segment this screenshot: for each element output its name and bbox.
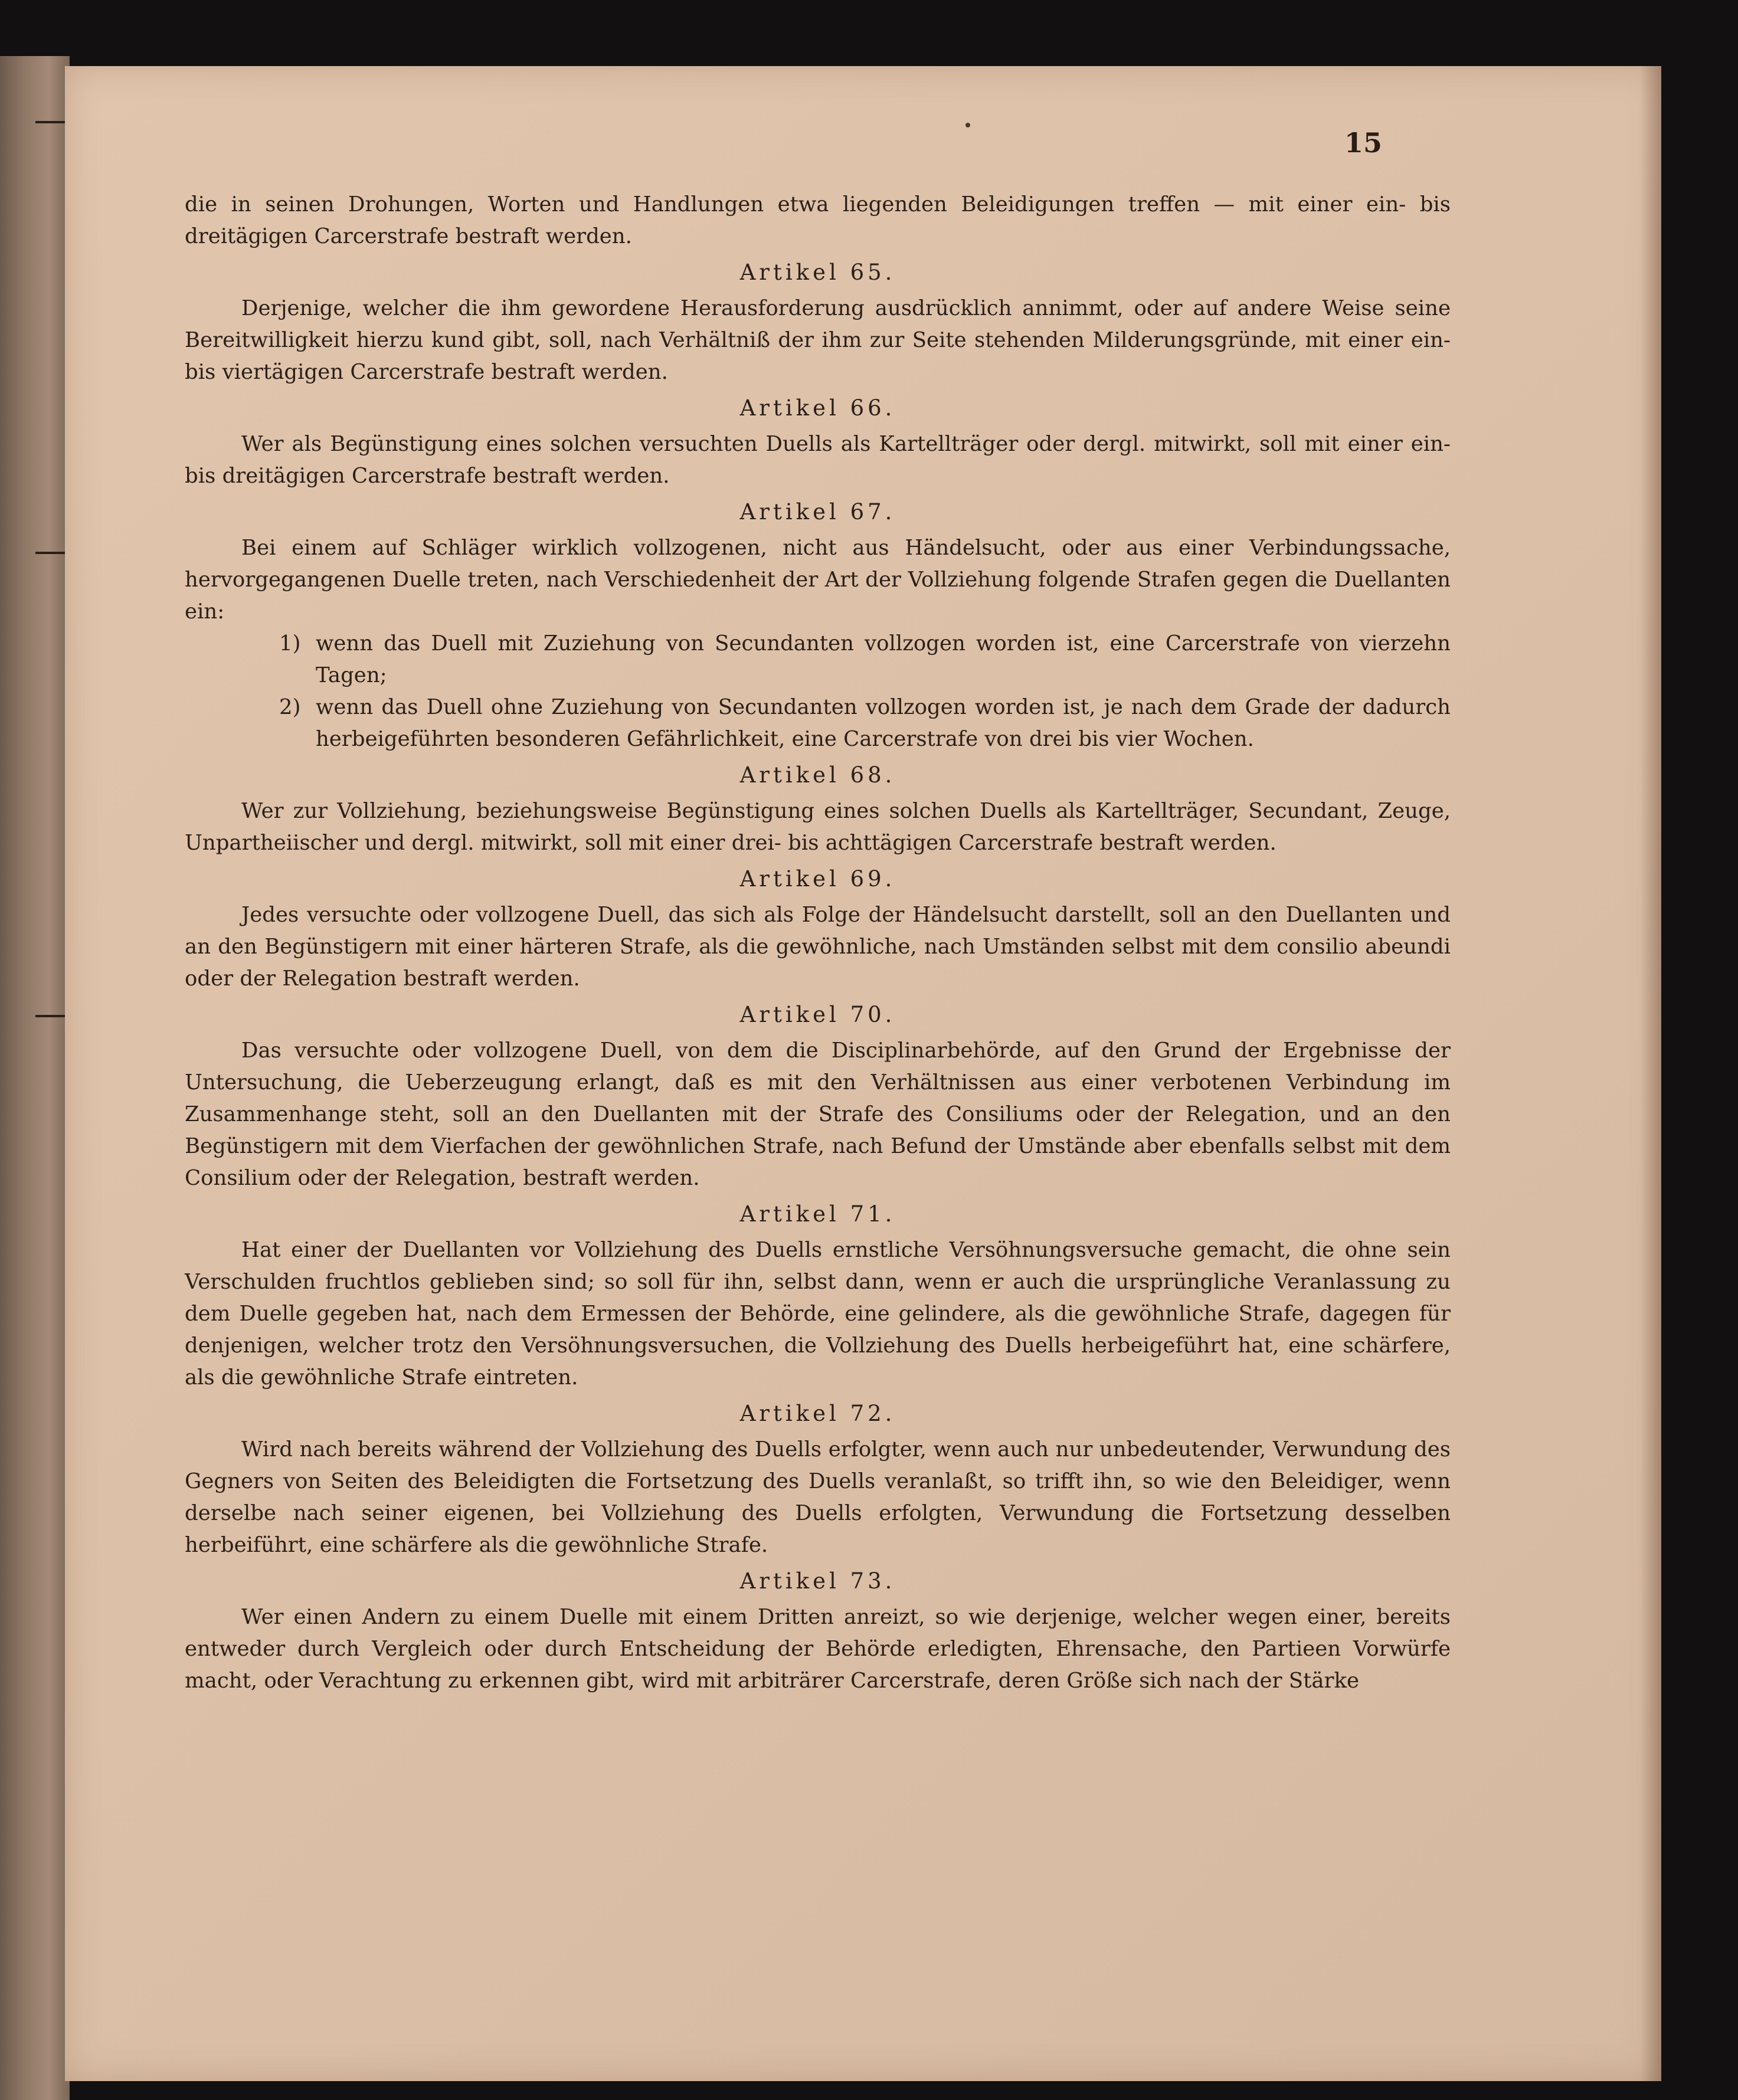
- list-text: wenn das Duell mit Zuziehung von Secundanten vollzogen worden ist, eine Carcerstrafe von vierzehn Tagen;: [316, 631, 1451, 687]
- article-heading: Artikel 65.: [739, 260, 896, 285]
- article-heading: Artikel 72.: [739, 1401, 896, 1426]
- binding-mark: [35, 552, 65, 554]
- article-text: Bei einem auf Schläger wirklich vollzogenen, nicht aus Händelsucht, oder aus einer Verbindungssache, hervorgegangenen Duelle treten, nach Verschiedenheit der Art der Vollziehung folgende Strafen gegen die Duellanten ein:: [185, 536, 1451, 624]
- article-heading: Artikel 67.: [739, 499, 896, 525]
- list-text: wenn das Duell ohne Zuziehung von Secundanten vollzogen worden ist, je nach dem Grade der dadurch herbeigeführten besonderen Gefährlichkeit, eine Carcerstrafe von drei bis vier Wochen.: [316, 695, 1451, 751]
- left-page-edge: [0, 56, 70, 2100]
- article-text: Derjenige, welcher die ihm gewordene Herausforderung ausdrücklich annimmt, oder auf andere Weise seine Bereitwilligkeit hierzu kund gibt, soll, nach Verhältniß der ihm zur Seite stehenden Milderungsgründe, mit einer ein- bis viertägigen Carcerstrafe bestraft werden.: [185, 296, 1451, 384]
- article-heading: Artikel 71.: [739, 1201, 896, 1227]
- page-shadow: [1640, 66, 1661, 2081]
- article-text: Wer einen Andern zu einem Duelle mit einem Dritten anreizt, so wie derjenige, welcher wegen einer, bereits entweder durch Vergleich oder durch Entscheidung der Behörde erledigten, Ehrensache, den Partieen Vorwürfe macht, oder Verachtung zu erkennen gibt, wird mit arbiträrer Carcerstrafe, deren Größe sich nach der Stärke: [185, 1605, 1451, 1693]
- continuation-paragraph: die in seinen Drohungen, Worten und Handlungen etwa liegenden Beleidigungen treffen — mit einer ein- bis dreitägigen Carcerstrafe bestraft werden.: [185, 192, 1451, 248]
- page-number: 15: [1344, 127, 1383, 159]
- article-heading: Artikel 69.: [739, 866, 896, 892]
- article-text: Jedes versuchte oder vollzogene Duell, das sich als Folge der Händelsucht darstellt, soll an den Duellanten und an den Begünstigern mit einer härteren Strafe, als die gewöhnliche, nach Umständen selbst mit dem consilio abeundi oder der Relegation bestraft werden.: [185, 903, 1451, 991]
- binding-mark: [35, 121, 65, 123]
- article-heading: Artikel 70.: [739, 1002, 896, 1027]
- article-heading: Artikel 66.: [739, 395, 896, 421]
- article-text: Hat einer der Duellanten vor Vollziehung des Duells ernstliche Versöhnungsversuche gemacht, die ohne sein Verschulden fruchtlos geblieben sind; so soll für ihn, selbst dann, wenn er auch die ursprüngliche Veranlassung zu dem Duelle gegeben hat, nach dem Ermessen der Behörde, eine gelindere, als die gewöhnliche Strafe, dagegen für denjenigen, welcher trotz den Versöhnungsversuchen, die Vollziehung des Duells herbeigeführt hat, eine schärfere, als die gewöhnliche Strafe eintreten.: [185, 1238, 1451, 1390]
- list-number: 1): [279, 631, 301, 656]
- list-item: [279, 692, 1451, 755]
- article-text: Wer zur Vollziehung, beziehungsweise Begünstigung eines solchen Duells als Kartellträger, Secundant, Zeuge, Unpartheiischer und dergl. mitwirkt, soll mit einer drei- bis achttägigen Carcerstrafe bestraft werden.: [185, 799, 1451, 855]
- article-text: Das versuchte oder vollzogene Duell, von dem die Disciplinarbehörde, auf den Grund der Ergebnisse der Untersuchung, die Ueberzeugung erlangt, daß es mit den Verhältnissen aus einer verbotenen Verbindung im Zusammenhange steht, soll an den Duellanten mit der Strafe des Consiliums oder der Relegation, und an den Begünstigern mit dem Vierfachen der gewöhnlichen Strafe, nach Befund der Umstände aber ebenfalls selbst mit dem Consilium oder der Relegation, bestraft werden.: [185, 1038, 1451, 1190]
- article-heading: Artikel 68.: [739, 762, 896, 788]
- article-text: Wer als Begünstigung eines solchen versuchten Duells als Kartellträger oder dergl. mitwirkt, soll mit einer ein- bis dreitägigen Carcerstrafe bestraft werden.: [185, 432, 1451, 488]
- list-number: 2): [279, 695, 301, 719]
- article-heading: Artikel 73.: [739, 1568, 896, 1594]
- list-item: [279, 628, 1451, 692]
- binding-mark: [35, 1015, 65, 1017]
- article-text: Wird nach bereits während der Vollziehung des Duells erfolgter, wenn auch nur unbedeutender, Verwundung des Gegners von Seiten des Beleidigten die Fortsetzung des Duells veranlaßt, so trifft ihn, so wie den Beleidiger, wenn derselbe nach seiner eigenen, bei Vollziehung des Duells erfolgten, Verwundung die Fortsetzung desselben herbeiführt, eine schärfere als die gewöhnliche Strafe.: [185, 1437, 1451, 1557]
- paper-speck: [965, 123, 970, 127]
- document-body: [185, 189, 1451, 1697]
